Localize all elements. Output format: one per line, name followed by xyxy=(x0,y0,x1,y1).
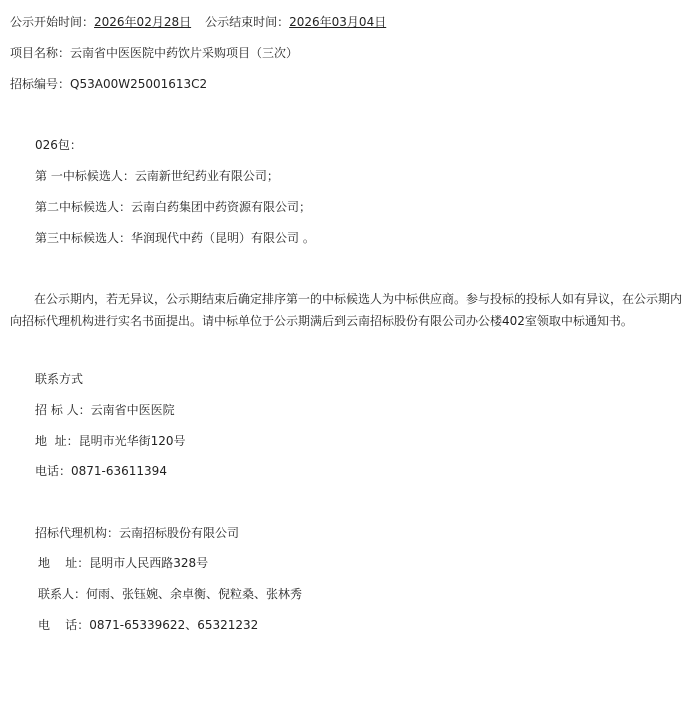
publicity-period xyxy=(10,14,386,30)
notice-paragraph: 在公示期内，若无异议，公示期结束后确定排序第一的中标候选人为中标供应商。参与投标的投标人如有异议，在公示期内向招标代理机构进行实名书面提出。请中标单位于公示期满后到云南招标股份有限公司办公楼402室领取中标通知书。 xyxy=(10,292,683,328)
agency-address: 地 址：昆明市人民西路328号 xyxy=(38,556,209,570)
contact-title: 联系方式 xyxy=(35,372,84,386)
tender-code-label: 招标编号： xyxy=(10,77,71,91)
start-date: 2026年02月28日 xyxy=(94,15,192,29)
agency-name: 招标代理机构：云南招标股份有限公司 xyxy=(35,526,240,540)
tender-code xyxy=(10,76,207,92)
tenderer-phone: 电话：0871-63611394 xyxy=(35,464,167,478)
tenderer: 招 标 人：云南省中医医院 xyxy=(35,403,175,417)
candidate-2: 第二中标候选人：云南白药集团中药资源有限公司； xyxy=(35,200,312,214)
agency-phone: 电 话：0871-65339622、65321232 xyxy=(38,618,259,632)
end-label: 公示结束时间： xyxy=(205,15,290,29)
project-name-value: 云南省中医医院中药饮片采购项目（三次） xyxy=(70,46,299,60)
start-label: 公示开始时间： xyxy=(10,15,95,29)
candidate-3: 第三中标候选人：华润现代中药（昆明）有限公司 。 xyxy=(35,231,315,245)
tender-code-value: Q53A00W25001613C2 xyxy=(70,77,208,91)
package-title: 026包： xyxy=(35,138,82,152)
end-date: 2026年03月04日 xyxy=(289,15,387,29)
project-name xyxy=(10,45,298,61)
tenderer-address: 地 址：昆明市光华街120号 xyxy=(35,434,186,448)
candidate-1: 第 一中标候选人：云南新世纪药业有限公司； xyxy=(35,169,279,183)
agency-contacts: 联系人：何雨、张钰婉、余卓衡、倪粒桑、张林秀 xyxy=(38,587,303,601)
project-name-label: 项目名称： xyxy=(10,46,71,60)
